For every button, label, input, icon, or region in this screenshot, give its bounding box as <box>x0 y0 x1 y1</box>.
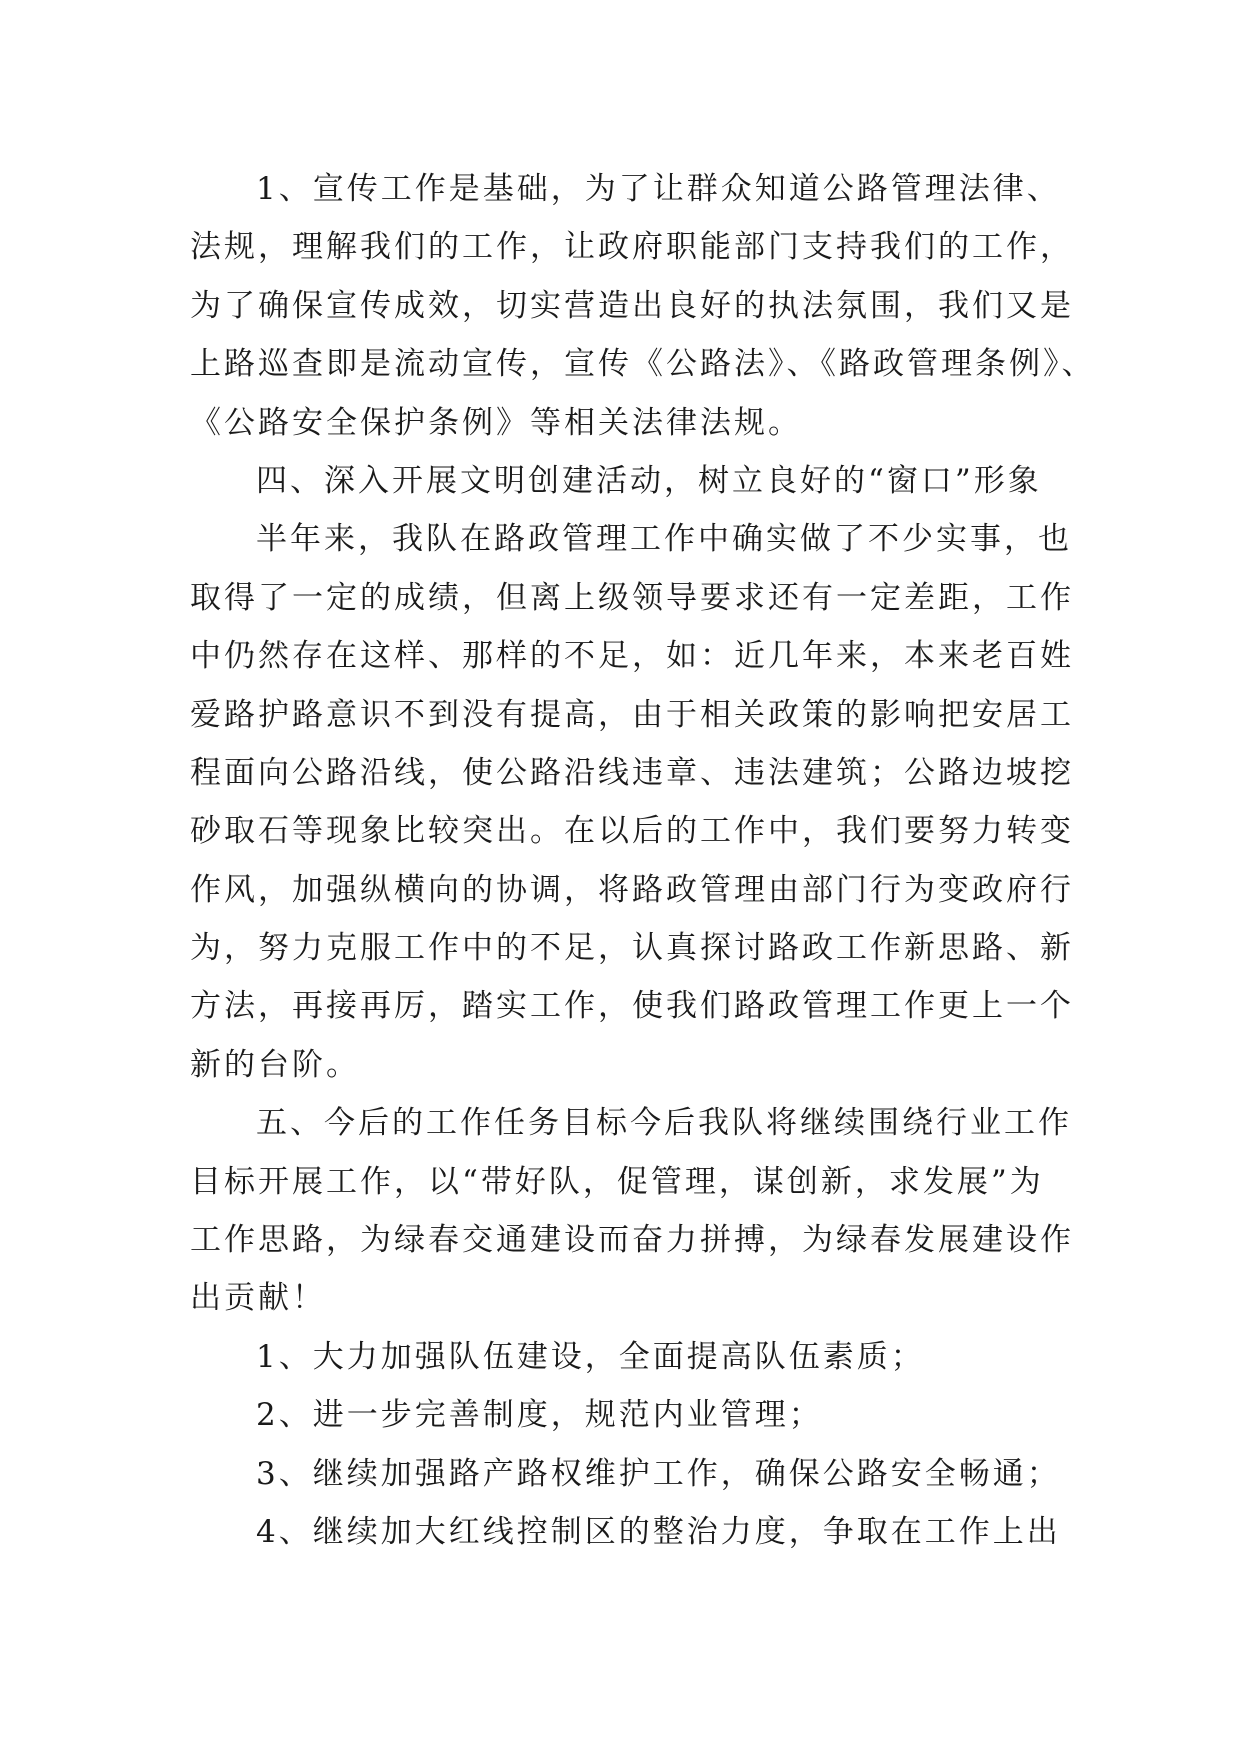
text-line: 新的台阶。 <box>190 1046 360 1083</box>
text-line: 3、继续加强路产路权维护工作，确保公路安全畅通； <box>256 1455 1061 1492</box>
text-line: 程面向公路沿线，使公路沿线违章、违法建筑；公路边坡挖 <box>190 754 1074 791</box>
text-line: 上路巡查即是流动宣传，宣传《公路法》、《路政管理条例》、 <box>190 346 1096 383</box>
text-line: 半年来，我队在路政管理工作中确实做了不少实事，也 <box>256 521 1072 558</box>
text-line: 取得了一定的成绩，但离上级领导要求还有一定差距，工作 <box>190 579 1074 616</box>
text-line: 中仍然存在这样、那样的不足，如：近几年来，本来老百姓 <box>190 638 1074 675</box>
text-line: 为，努力克服工作中的不足，认真探讨路政工作新思路、新 <box>190 930 1074 967</box>
text-line: 四、深入开展文明创建活动，树立良好的“窗口”形象 <box>256 462 1042 499</box>
text-line: 为了确保宣传成效，切实营造出良好的执法氛围，我们又是 <box>190 287 1074 324</box>
text-line: 五、今后的工作任务目标今后我队将继续围绕行业工作 <box>256 1105 1072 1142</box>
document-body <box>190 160 1096 1561</box>
text-line: 2、进一步完善制度，规范内业管理； <box>256 1397 823 1434</box>
text-line: 《公路安全保护条例》等相关法律法规。 <box>190 404 802 441</box>
text-line: 砂取石等现象比较突出。在以后的工作中，我们要努力转变 <box>190 813 1074 850</box>
text-line: 工作思路，为绿春交通建设而奋力拼搏，为绿春发展建设作 <box>190 1222 1074 1259</box>
text-line: 4、继续加大红线控制区的整治力度，争取在工作上出 <box>256 1513 1061 1550</box>
text-line: 1、大力加强队伍建设，全面提高队伍素质； <box>256 1338 925 1375</box>
text-line: 1、宣传工作是基础，为了让群众知道公路管理法律、 <box>256 171 1061 207</box>
text-line: 方法，再接再厉，踏实工作，使我们路政管理工作更上一个 <box>190 988 1074 1025</box>
text-line: 爱路护路意识不到没有提高，由于相关政策的影响把安居工 <box>190 696 1074 733</box>
text-line: 出贡献！ <box>190 1280 326 1317</box>
text-line: 作风，加强纵横向的协调，将路政管理由部门行为变政府行 <box>190 871 1074 908</box>
text-line: 法规，理解我们的工作，让政府职能部门支持我们的工作， <box>190 229 1074 266</box>
text-line: 目标开展工作，以“带好队，促管理，谋创新，求发展”为 <box>190 1163 1044 1200</box>
